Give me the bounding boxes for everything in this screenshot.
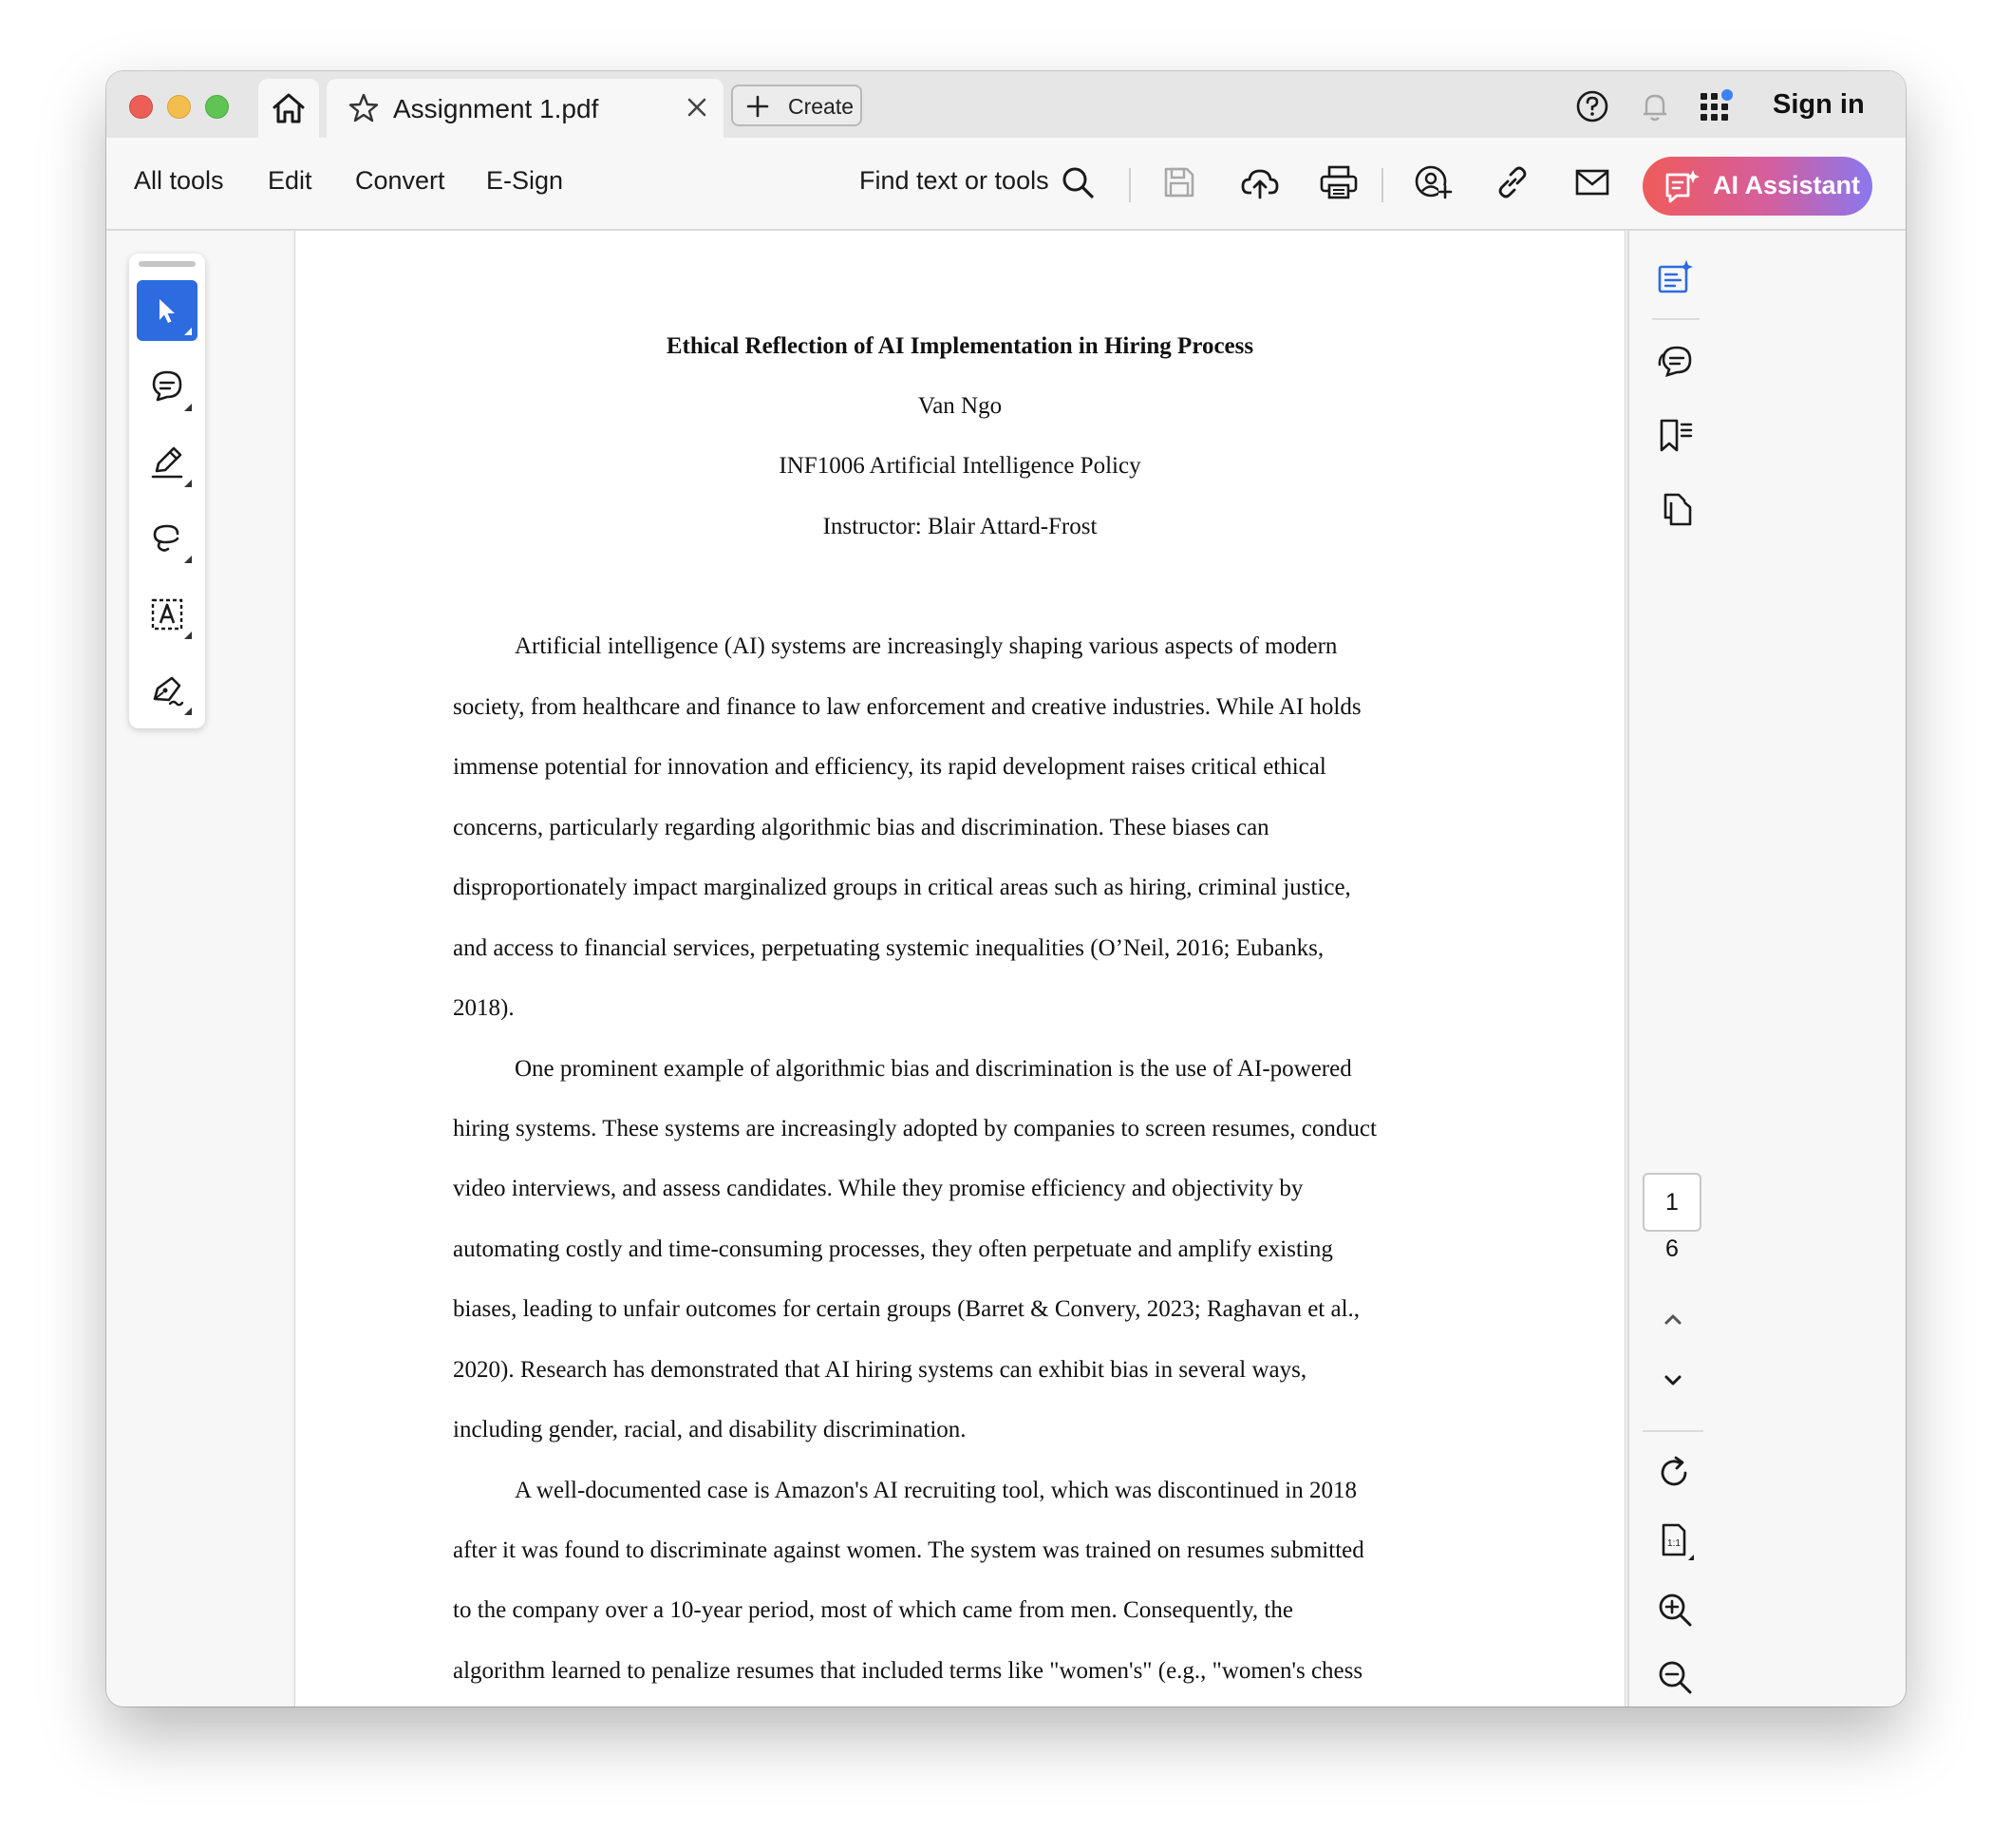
- panel-divider: [1652, 318, 1700, 320]
- paragraph-line: disproportionately impact marginalized groups in critical areas such as hiring, criminal justice,: [453, 875, 1351, 900]
- paragraph-line: automating costly and time-consuming processes, they often perpetuate and amplify existing: [453, 1236, 1333, 1262]
- help-icon[interactable]: [1575, 89, 1609, 123]
- paragraph-line: to the company over a 10-year period, most of which came from men. Consequently, the: [453, 1597, 1293, 1623]
- paragraph-line: and access to financial services, perpetuating systemic inequalities (O’Neil, 2016; Eubanks,: [453, 935, 1325, 961]
- paragraph-line: algorithm learned to penalize resumes that included terms like "women's" (e.g., "women's chess: [453, 1658, 1363, 1684]
- paragraph-line: biases, leading to unfair outcomes for certain groups (Barret & Convery, 2023; Raghavan et al.,: [453, 1296, 1361, 1322]
- menu-convert[interactable]: Convert: [355, 166, 445, 195]
- ai-assistant-icon: [1663, 169, 1701, 205]
- create-label: Create: [788, 94, 855, 119]
- previous-page-icon[interactable]: [1656, 1304, 1690, 1332]
- home-icon: [271, 91, 307, 125]
- close-tab-icon[interactable]: [686, 96, 708, 119]
- tab-bar: [106, 71, 1906, 138]
- tool-options-indicator: [184, 632, 192, 639]
- home-tab[interactable]: [258, 79, 319, 138]
- find-text-or-tools[interactable]: Find text or tools: [859, 166, 1049, 195]
- lasso-draw-icon: [149, 520, 185, 556]
- highlight-tool-button[interactable]: [137, 432, 197, 493]
- tab-document[interactable]: [327, 79, 724, 138]
- tool-options-indicator: [184, 404, 192, 411]
- tab-title: Assignment 1.pdf: [393, 94, 599, 123]
- tool-options-indicator: [184, 480, 192, 487]
- link-icon[interactable]: [1494, 164, 1531, 200]
- paragraph-line: 2018).: [453, 995, 515, 1021]
- left-panel: [106, 231, 292, 1707]
- signature-pen-icon: [149, 672, 185, 708]
- paragraph-line: One prominent example of algorithmic bias and discrimination is the use of AI-powered: [515, 1056, 1352, 1082]
- email-icon[interactable]: [1574, 164, 1610, 200]
- cursor-arrow-icon: [153, 296, 181, 325]
- main-toolbar: [106, 138, 1906, 231]
- zoom-window-button[interactable]: [205, 95, 229, 119]
- app-window: [106, 71, 1906, 1707]
- drag-handle[interactable]: [139, 261, 196, 267]
- paragraph-line: video interviews, and assess candidates. While they promise efficiency and objectivity by: [453, 1176, 1304, 1201]
- menu-edit[interactable]: Edit: [268, 166, 312, 195]
- plus-icon: [746, 95, 769, 118]
- search-icon[interactable]: [1060, 164, 1096, 200]
- tool-options-indicator: [184, 328, 192, 335]
- zoom-in-icon[interactable]: [1656, 1591, 1694, 1629]
- share-user-icon[interactable]: [1414, 164, 1454, 200]
- sign-tool-button[interactable]: [137, 660, 197, 721]
- highlighter-icon: [149, 444, 185, 481]
- notification-bell-icon[interactable]: [1638, 89, 1672, 123]
- next-page-icon[interactable]: [1656, 1367, 1690, 1395]
- right-panel: [1627, 231, 1906, 1707]
- cloud-upload-icon[interactable]: [1240, 164, 1280, 200]
- comments-icon[interactable]: [1656, 343, 1694, 381]
- document-viewport[interactable]: [292, 231, 1627, 1707]
- paragraph-line: concerns, particularly regarding algorithmic bias and discrimination. These biases can: [453, 815, 1269, 840]
- tool-options-indicator: [184, 707, 192, 715]
- save-icon[interactable]: [1161, 164, 1197, 200]
- svg-text:1:1: 1:1: [1667, 1538, 1681, 1549]
- select-tool-button[interactable]: [137, 280, 197, 341]
- paragraph-line: hiring systems. These systems are increasingly adopted by companies to screen resumes, conduct: [453, 1116, 1377, 1141]
- print-icon[interactable]: [1319, 164, 1359, 200]
- document-author: Van Ngo: [917, 393, 1003, 419]
- paragraph-line: A well-documented case is Amazon's AI recruiting tool, which was discontinued in 2018: [515, 1478, 1357, 1503]
- bookmarks-icon[interactable]: [1656, 417, 1694, 455]
- current-page-input[interactable]: 1: [1643, 1173, 1701, 1232]
- rotate-icon[interactable]: [1656, 1454, 1694, 1492]
- sign-in-link[interactable]: Sign in: [1773, 89, 1865, 120]
- panel-divider: [1643, 1430, 1703, 1432]
- comment-icon: [149, 368, 185, 405]
- add-comment-tool-button[interactable]: [137, 356, 197, 417]
- zoom-out-icon[interactable]: [1656, 1658, 1694, 1696]
- paragraph-line: Artificial intelligence (AI) systems are increasingly shaping various aspects of modern: [515, 633, 1338, 659]
- pdf-page: [294, 231, 1626, 1707]
- ai-summary-icon[interactable]: [1656, 259, 1694, 297]
- document-instructor: Instructor: Blair Attard-Frost: [822, 514, 1098, 539]
- add-text-tool-button[interactable]: [137, 584, 197, 645]
- page-thumbnails-icon[interactable]: [1656, 491, 1694, 529]
- menu-e-sign[interactable]: E-Sign: [486, 166, 564, 195]
- paragraph-line: 2020). Research has demonstrated that AI hiring systems can exhibit bias in several ways,: [453, 1357, 1307, 1383]
- document-course: INF1006 Artificial Intelligence Policy: [779, 453, 1141, 479]
- total-pages: 6: [1665, 1235, 1679, 1262]
- text-box-icon: [149, 596, 185, 632]
- fit-page-icon[interactable]: [1656, 1522, 1698, 1564]
- toolbar-divider: [1381, 168, 1383, 202]
- document-title: Ethical Reflection of AI Implementation in Hiring Process: [666, 333, 1254, 359]
- minimize-window-button[interactable]: [167, 95, 191, 119]
- quick-tools-bar: [129, 254, 205, 728]
- paragraph-line: after it was found to discriminate against women. The system was trained on resumes submitted: [453, 1537, 1364, 1563]
- ai-assistant-label: AI Assistant: [1713, 171, 1861, 199]
- tool-options-indicator: [184, 556, 192, 563]
- star-icon[interactable]: [348, 92, 380, 124]
- paragraph-line: society, from healthcare and finance to law enforcement and creative industries. While AI holds: [453, 694, 1362, 720]
- paragraph-line: immense potential for innovation and efficiency, its rapid development raises critical ethical: [453, 754, 1326, 780]
- create-button[interactable]: [731, 85, 862, 126]
- close-window-button[interactable]: [129, 95, 153, 119]
- toolbar-divider: [1129, 168, 1131, 202]
- apps-grid-icon[interactable]: [1699, 89, 1737, 123]
- menu-all-tools[interactable]: All tools: [134, 166, 224, 195]
- draw-tool-button[interactable]: [137, 508, 197, 569]
- ai-assistant-button[interactable]: [1643, 157, 1872, 216]
- paragraph-line: including gender, racial, and disability discrimination.: [453, 1417, 967, 1443]
